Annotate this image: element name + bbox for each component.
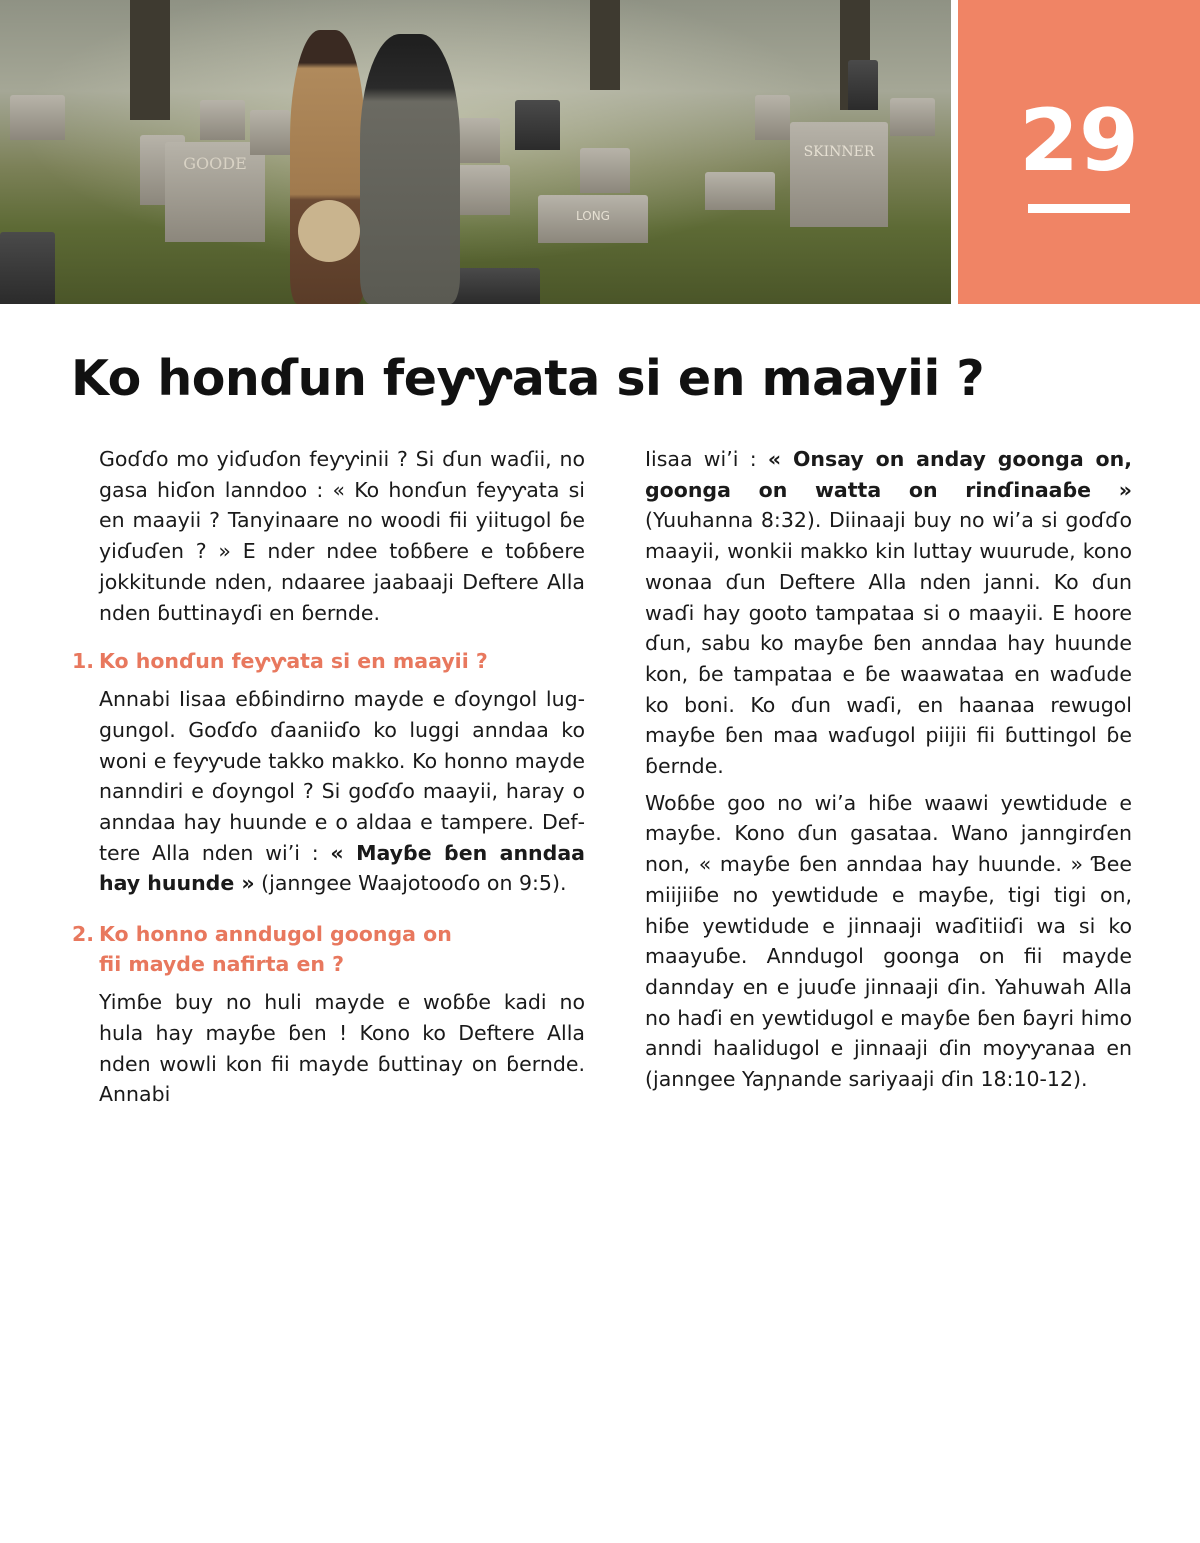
question-heading-2 — [72, 919, 585, 979]
gravestone-skinner: SKINNER — [790, 122, 888, 227]
gravestone-goode: GOODE — [165, 142, 265, 242]
gravestone-long: LONG — [538, 195, 648, 243]
chapter-badge — [958, 0, 1200, 304]
paragraph-text: Annabi Iisaa eɓɓindirno mayde e ɗoyngol luggungol. Goɗɗo ɗaaniiɗo ko luggi anndaa ko woni e feƴƴude takko makko. Ko honno mayde nanndiri e ɗoyngol ? Si goɗɗo maayii, haray o anndaa hay huunde e o aldaa e tampere. Deftere Alla nden wi’i : — [99, 687, 585, 865]
scripture-reference: (janngee Waajotooɗo on 9:5). — [254, 871, 567, 896]
question-number: 1. — [72, 649, 95, 674]
question-text: Ko honno anndugol goonga on fii mayde nafirta en ? — [99, 922, 452, 977]
left-column — [72, 444, 585, 1116]
chapter-number: 29 — [1019, 91, 1139, 191]
scripture-quote: « Onsay on anday goonga on, goonga on watta on rinɗinaaɓe » — [645, 447, 1132, 502]
question-number: 2. — [72, 922, 95, 947]
section-1-paragraph — [99, 684, 585, 899]
section-2-paragraph-2: Woɓɓe goo no wi’a hiɓe waawi yewtidude e mayɓe. Kono ɗun gasataa. Wano janngirɗen non, « mayɓe ɓen anndaa hay huunde. » Ɓee miijiiɓe no yewtidude e mayɓe, tigi tigi on, hiɓe yewtidude e jinnaaji waɗitiiɗi wa si ko maayuɓe. Anndugol goonga on fii mayde dannday en e juuɗe jinnaaji ɗin. Yahuwah Alla no haɗi en yewtidugol e mayɓe ɓen ɓayri himo anndi haalidugol e jinnaaji ɗin moƴƴanaa en (janngee Yaɲɲande sariyaaji ɗin 18:10-12). — [645, 790, 1132, 1092]
right-column — [645, 444, 1132, 1101]
cemetery-photo — [0, 0, 951, 304]
lesson-title: Ko honɗun feƴƴata si en maayii ? — [71, 350, 985, 407]
woman-figure — [360, 34, 460, 304]
man-figure — [290, 30, 365, 304]
question-heading-1 — [72, 646, 585, 676]
paragraph-text: Yimɓe buy no huli mayde e woɓɓe kadi no hula hay mayɓe ɓen ! Kono ko Deftere Alla nden wowli kon fii mayde ɓuttinay on ɓernde. Annabi — [99, 990, 585, 1107]
paragraph-text: Iisaa wi’i : — [645, 447, 768, 471]
scripture-reference: (Yuuhanna 8:32). Diinaaji buy no wi’a si goɗɗo maayii, wonkii makko kin luttay wuurude, kono wonaa ɗun Deftere Alla nden janni. Ko ɗun waɗi hay gooto tampataa si o maayii. E hoore ɗun, sabu ko mayɓe ɓen anndaa hay huunde kon, ɓe tampataa e ɓe waawataa en waɗude ko boni. Ko ɗun waɗi, en haanaa rewugol mayɓe ɓen maa waɗugol piijii fii ɓuttingol ɓe ɓernde. — [645, 508, 1132, 779]
intro-paragraph: Goɗɗo mo yiɗuɗon feƴƴinii ? Si ɗun waɗii, no gasa hiɗon lanndoo : « Ko honɗun feƴƴata si en maayii ? Tanyinaare no woodi fii yiitugol ɓe yiɗuɗen ? » E nder ndee toɓɓere e toɓɓere jokkitunde nden, ndaaree jaabaaji Deftere Alla nden ɓuttinayɗi en ɓernde. — [99, 447, 585, 625]
question-text: Ko honɗun feƴƴata si en maayii ? — [99, 649, 488, 674]
chapter-underline — [1028, 204, 1130, 213]
scripture-quote: « Mayɓe ɓen anndaa hay huunde » — [99, 840, 585, 896]
section-2-paragraph — [99, 987, 585, 1110]
section-2-paragraph-cont — [645, 444, 1132, 782]
hat — [298, 200, 360, 262]
